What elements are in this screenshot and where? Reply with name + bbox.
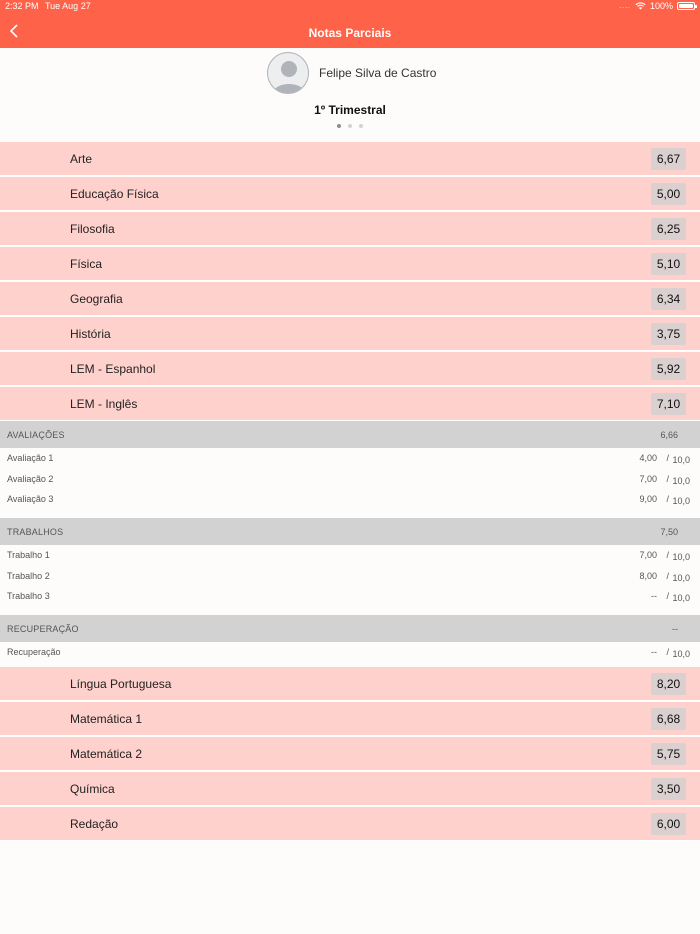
detail-label: Avaliação 2: [7, 474, 54, 484]
section-header-trabalhos: [0, 518, 700, 545]
wifi-icon: [635, 2, 646, 10]
section-label: RECUPERAÇÃO: [7, 624, 79, 634]
subject-name: Química: [70, 782, 115, 796]
subject-name: LEM - Inglês: [70, 397, 138, 411]
detail-separator: /: [666, 591, 669, 601]
subject-name: Filosofia: [70, 222, 115, 236]
detail-row: [0, 449, 700, 469]
detail-separator: /: [666, 494, 669, 504]
page-indicator[interactable]: [0, 124, 700, 128]
subject-row[interactable]: [0, 737, 700, 771]
page-dot[interactable]: [348, 124, 352, 128]
detail-separator: /: [666, 550, 669, 560]
detail-score: 8,00: [639, 571, 657, 581]
subject-row[interactable]: [0, 807, 700, 841]
avatar: [267, 52, 309, 94]
battery-icon: [677, 2, 695, 10]
section-average: 7,50: [660, 527, 678, 537]
page-dot[interactable]: [359, 124, 363, 128]
subject-row[interactable]: [0, 177, 700, 211]
subject-grade: 7,10: [651, 393, 686, 415]
subject-grade: 5,00: [651, 183, 686, 205]
detail-score: 4,00: [639, 453, 657, 463]
subject-name: Matemática 2: [70, 747, 143, 761]
detail-label: Recuperação: [7, 647, 61, 657]
avatar-placeholder-icon: [268, 53, 309, 94]
detail-row: [0, 643, 700, 663]
detail-row: [0, 567, 700, 587]
section-label: AVALIAÇÕES: [7, 430, 65, 440]
subject-row[interactable]: [0, 212, 700, 246]
detail-score: --: [651, 591, 657, 601]
subject-name: Educação Física: [70, 187, 159, 201]
subject-row[interactable]: [0, 352, 700, 386]
subject-grade: 5,75: [651, 743, 686, 765]
detail-label: Avaliação 3: [7, 494, 54, 504]
subject-grade: 3,75: [651, 323, 686, 345]
subject-grade: 6,67: [651, 148, 686, 170]
navigation-bar: [0, 0, 700, 48]
status-right: [619, 1, 695, 11]
subject-name: LEM - Espanhol: [70, 362, 156, 376]
status-date: Tue Aug 27: [45, 1, 91, 11]
detail-label: Trabalho 3: [7, 591, 50, 601]
subject-grade: 6,25: [651, 218, 686, 240]
subject-grade: 6,68: [651, 708, 686, 730]
detail-max: 10,0: [672, 476, 690, 486]
status-time: 2:32 PM: [5, 1, 39, 11]
status-bar: [5, 1, 695, 15]
detail-separator: /: [666, 453, 669, 463]
subject-name: História: [70, 327, 111, 341]
subject-grade: 6,00: [651, 813, 686, 835]
subject-name: Geografia: [70, 292, 123, 306]
page-dot[interactable]: [337, 124, 341, 128]
subject-name: Língua Portuguesa: [70, 677, 172, 691]
subject-grade: 5,92: [651, 358, 686, 380]
subject-grade: 3,50: [651, 778, 686, 800]
section-average: --: [672, 624, 678, 634]
section-header-recuperacao: [0, 615, 700, 642]
subject-name: Arte: [70, 152, 93, 166]
detail-separator: /: [666, 647, 669, 657]
subject-row[interactable]: [0, 282, 700, 316]
student-profile: [0, 48, 700, 142]
subject-row[interactable]: [0, 667, 700, 701]
subject-row[interactable]: [0, 702, 700, 736]
subject-row[interactable]: [0, 772, 700, 806]
detail-row: [0, 587, 700, 607]
detail-max: 10,0: [672, 649, 690, 659]
detail-separator: /: [666, 474, 669, 484]
subject-name: Física: [70, 257, 103, 271]
subject-row[interactable]: [0, 317, 700, 351]
detail-label: Trabalho 2: [7, 571, 50, 581]
detail-row: [0, 546, 700, 566]
detail-score: 7,00: [639, 550, 657, 560]
subject-row[interactable]: [0, 142, 700, 176]
detail-score: 9,00: [639, 494, 657, 504]
section-header-avaliacoes: [0, 421, 700, 448]
period-title[interactable]: 1º Trimestral: [314, 103, 386, 117]
detail-separator: /: [666, 571, 669, 581]
detail-label: Avaliação 1: [7, 453, 54, 463]
detail-score: --: [651, 647, 657, 657]
detail-max: 10,0: [672, 552, 690, 562]
subject-grade: 5,10: [651, 253, 686, 275]
detail-row: [0, 490, 700, 510]
page-title: Notas Parciais: [308, 26, 392, 40]
battery-percent: 100%: [649, 1, 673, 11]
detail-row: [0, 470, 700, 490]
detail-max: 10,0: [672, 496, 690, 506]
student-name: Felipe Silva de Castro: [319, 66, 437, 80]
section-average: 6,66: [660, 430, 678, 440]
subject-grade: 6,34: [651, 288, 686, 310]
detail-max: 10,0: [672, 455, 690, 465]
signal-dots: ....: [619, 2, 631, 10]
detail-max: 10,0: [672, 593, 690, 603]
subject-name: Matemática 1: [70, 712, 143, 726]
detail-max: 10,0: [672, 573, 690, 583]
subject-name: Redação: [70, 817, 119, 831]
subject-row[interactable]: [0, 247, 700, 281]
subject-row-selected[interactable]: [0, 387, 700, 421]
detail-score: 7,00: [639, 474, 657, 484]
detail-label: Trabalho 1: [7, 550, 50, 560]
section-label: TRABALHOS: [7, 527, 64, 537]
subject-grade: 8,20: [651, 673, 686, 695]
